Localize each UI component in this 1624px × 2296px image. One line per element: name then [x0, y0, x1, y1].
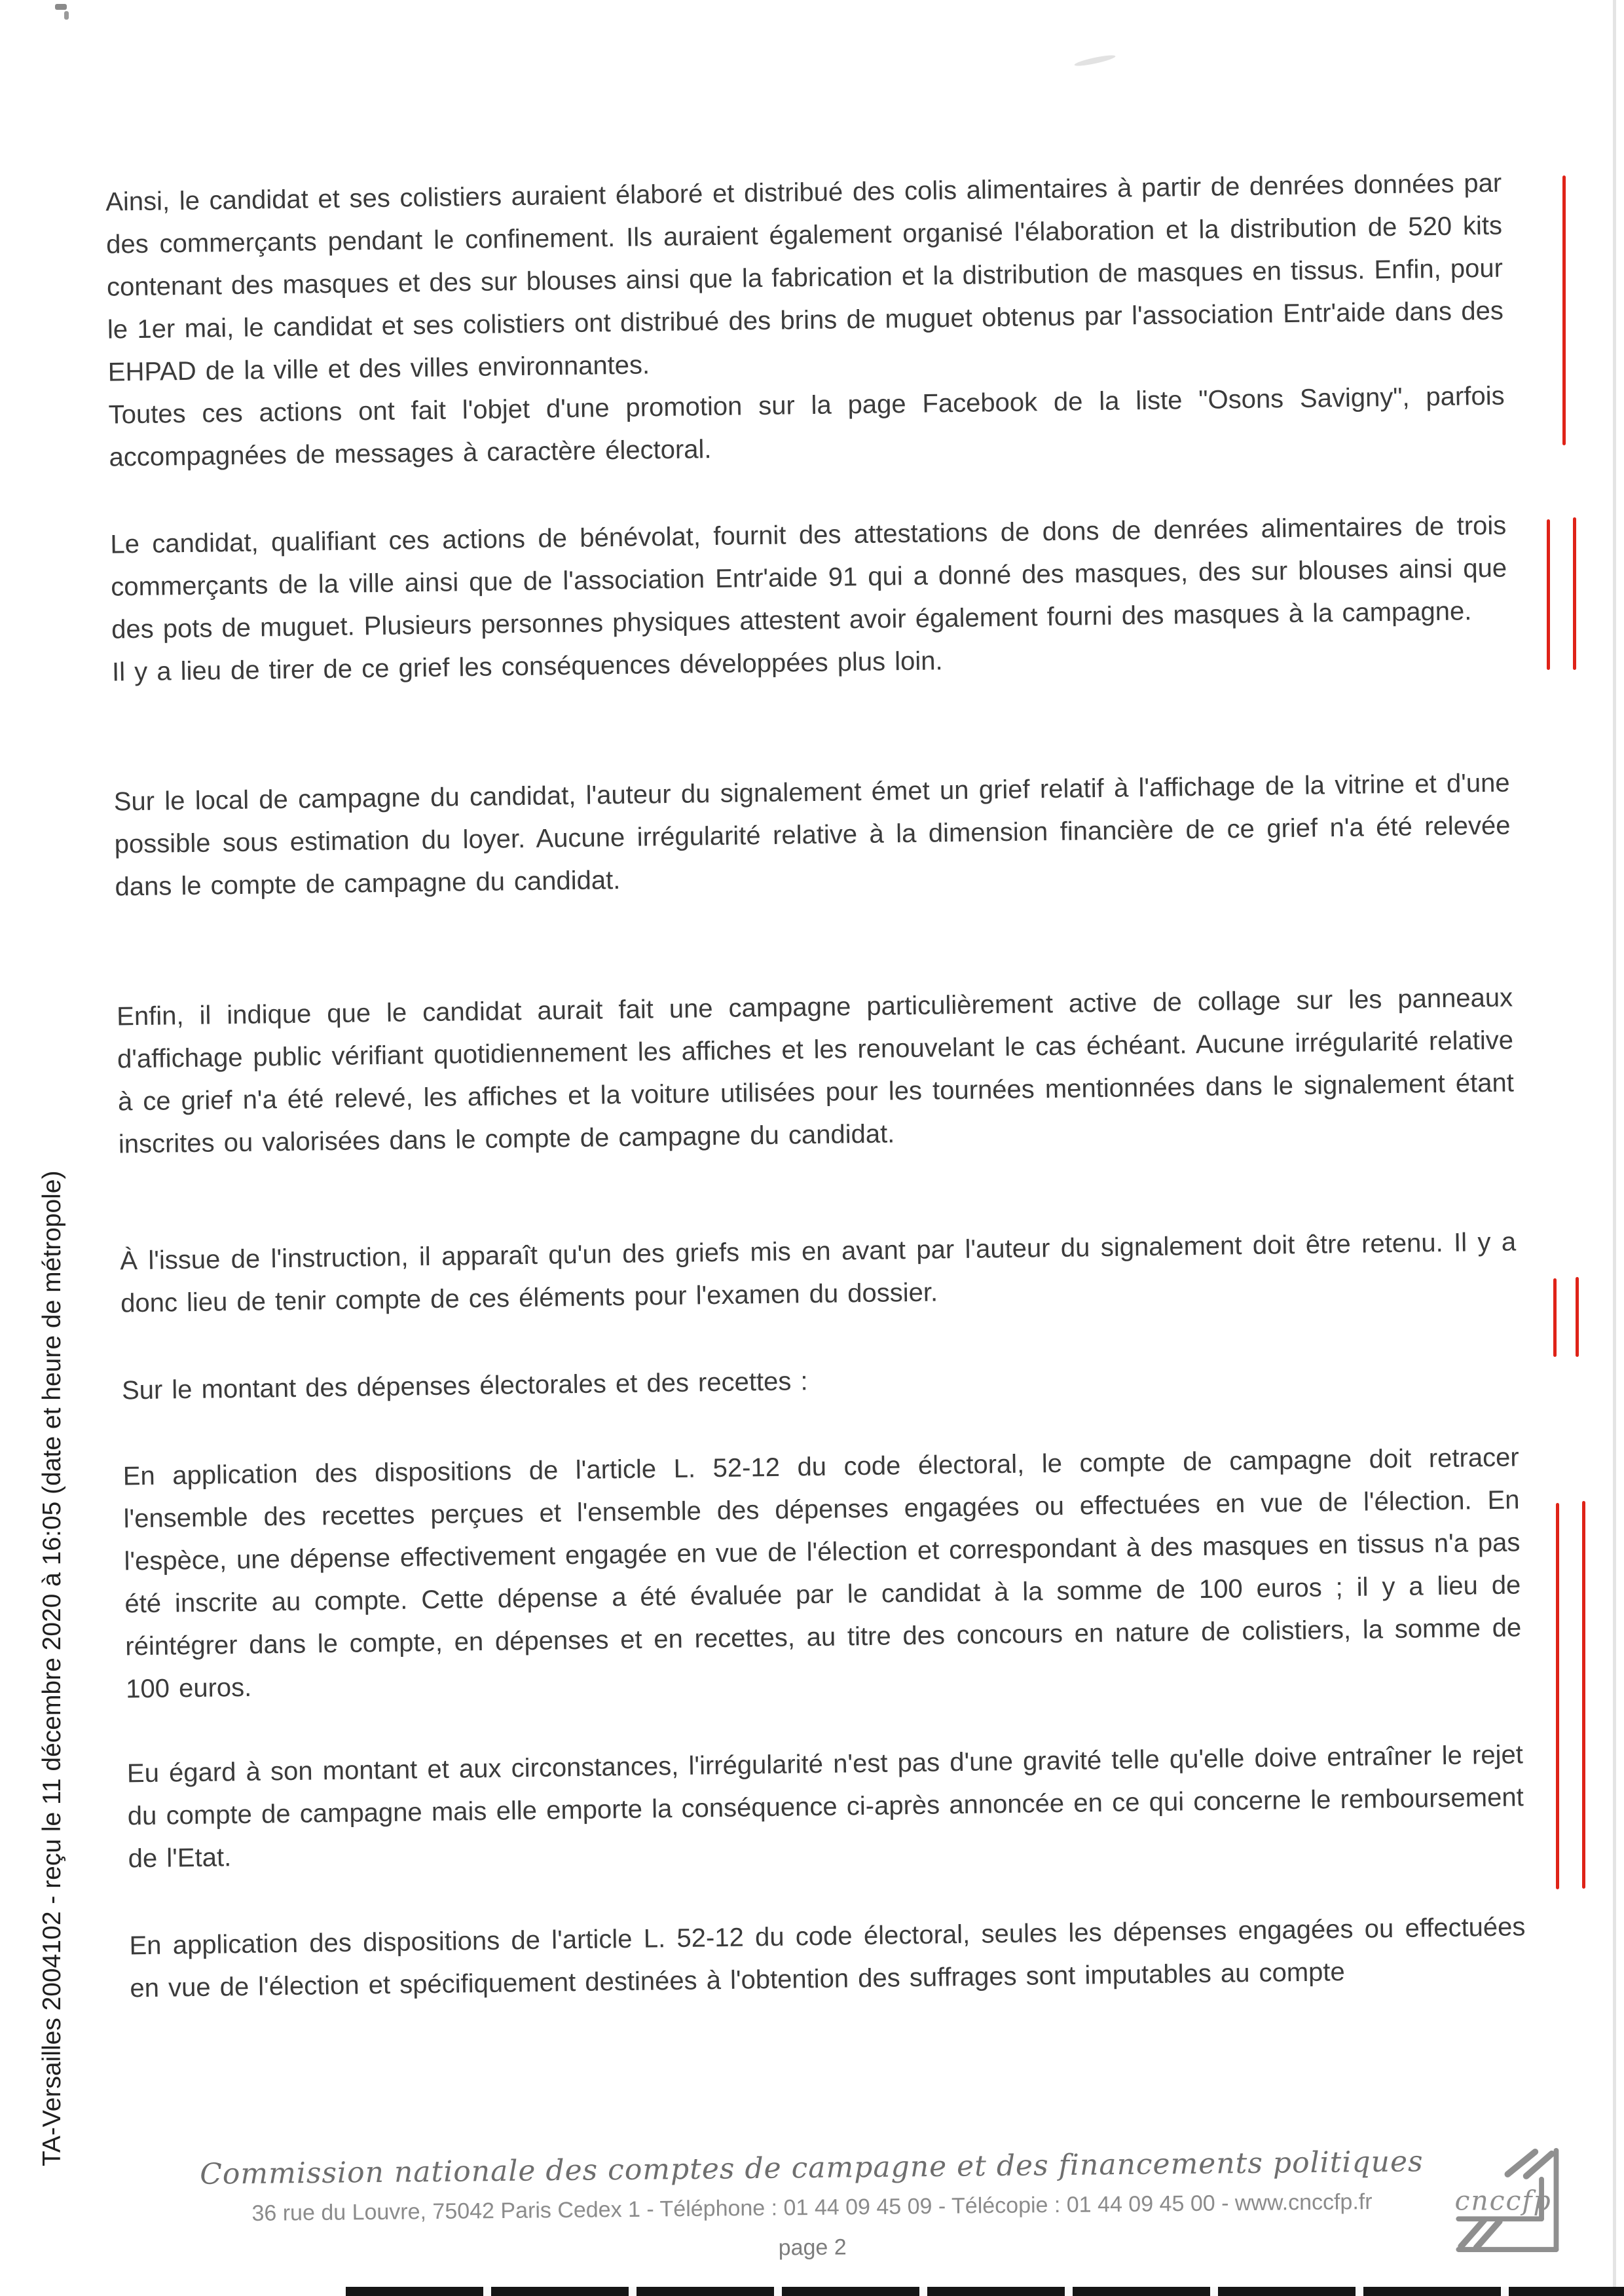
red-margin-mark	[1547, 519, 1550, 670]
paragraph: En application des dispositions de l'article L. 52-12 du code électoral, seules les dépenses engagées ou effectuées en vue de l'élection et spécifiquement destinées à l'obtention des suffrages sont imputables au compte	[129, 1912, 1526, 2003]
page-number: page 2	[778, 2234, 847, 2261]
receipt-stamp-vertical-text: TA-Versailles 2004102 - reçu le 11 décembre 2020 à 16:05 (date et heure de métropole)	[38, 1170, 66, 2166]
cnccfp-logo-text: cnccfp	[1454, 2185, 1552, 2217]
scan-speck	[64, 11, 69, 20]
paragraph: Ainsi, le candidat et ses colistiers auraient élaboré et distribué des colis alimentaires à partir de denrées données par des commerçants pendant le confinement. Ils auraient également organisé l'élaboration et la distribution de 520 kits contenant des masques et des sur blouses ainsi que la fabrication et la distribution de masques en tissus. Enfin, pour le 1er mai, le candidat et ses colistiers ont distribué des brins de muguet obtenus par l'association Entr'aide dans des EHPAD de la ville et des villes environnantes.	[105, 168, 1504, 387]
scan-speck	[55, 4, 67, 10]
page-footer	[0, 2143, 1624, 2269]
scan-edge-line	[1613, 0, 1616, 2296]
paragraph: Le candidat, qualifiant ces actions de bénévolat, fournit des attestations de dons de denrées alimentaires de trois commerçants de la ville ainsi que de l'association Entr'aide 91 qui a donné des masques, des sur blouses ainsi que des pots de muguet. Plusieurs personnes physiques attestent avoir également fourni des masques à la campagne.	[110, 511, 1507, 644]
red-margin-mark	[1576, 1277, 1579, 1357]
cnccfp-logo	[1441, 2140, 1568, 2259]
paragraph: Eu égard à son montant et aux circonstances, l'irrégularité n'est pas d'une gravité telle qu'elle doive entraîner le rejet du compte de campagne mais elle emporte la conséquence ci-après annoncée en ce qui concerne le remboursement de l'Etat.	[126, 1740, 1524, 1874]
red-margin-mark	[1553, 1278, 1557, 1357]
red-margin-mark	[1582, 1501, 1585, 1889]
red-margin-mark	[1556, 1503, 1559, 1889]
scan-bottom-band	[346, 2287, 1624, 2296]
footer-organization-name: Commission nationale des comptes de campagne et des financements politiques	[199, 2145, 1424, 2191]
section-heading: Sur le montant des dépenses électorales et des recettes :	[121, 1367, 808, 1405]
paragraph: Toutes ces actions ont fait l'objet d'une promotion sur la page Facebook de la liste "Osons Savigny", parfois accompagnées de messages à caractère électoral.	[108, 381, 1505, 472]
red-margin-mark	[1573, 517, 1576, 670]
paragraph: Enfin, il indique que le candidat aurait fait une campagne particulièrement active de collage sur les panneaux d'affichage public vérifiant quotidiennement les affiches et les renouvelant le cas échéant. Aucune irrégularité relative à ce grief n'a été relevé, les affiches et la voiture utilisées pour les tournées mentionnées dans le signalement étant inscrites ou valorisées dans le compte de campagne du candidat.	[116, 983, 1515, 1159]
red-margin-mark	[1562, 176, 1566, 445]
paragraph: En application des dispositions de l'article L. 52-12 du code électoral, le compte de campagne doit retracer l'ensemble des recettes perçues et l'ensemble des dépenses engagées ou effectuées en vue de l'élection. En l'espèce, une dépense effectivement engagée en vue de l'élection et correspondant à des masques en tissus n'a pas été inscrite au compte. Cette dépense a été évaluée par le candidat à la somme de 100 euros ; il y a lieu de réintégrer dans le compte, en dépenses et en recettes, au titre des concours en nature de colistiers, la somme de 100 euros.	[122, 1443, 1522, 1704]
paragraph: Sur le local de campagne du candidat, l'auteur du signalement émet un grief relatif à l'affichage de la vitrine et d'une possible sous estimation du loyer. Aucune irrégularité relative à la dimension financière de ce grief n'a été relevée dans le compte de campagne du candidat.	[113, 768, 1511, 902]
paragraph: À l'issue de l'instruction, il apparaît qu'un des griefs mis en avant par l'auteur du signalement doit être retenu. Il y a donc lieu de tenir compte de ces éléments pour l'examen du dossier.	[120, 1227, 1517, 1318]
footer-address-line: 36 rue du Louvre, 75042 Paris Cedex 1 - Téléphone : 01 44 09 45 09 - Télécopie : 01 44 09 45 00 - www.cnccfp.fr	[251, 2189, 1373, 2226]
paragraph: Il y a lieu de tirer de ce grief les conséquences développées plus loin.	[111, 646, 943, 687]
document-body	[103, 0, 1526, 2010]
